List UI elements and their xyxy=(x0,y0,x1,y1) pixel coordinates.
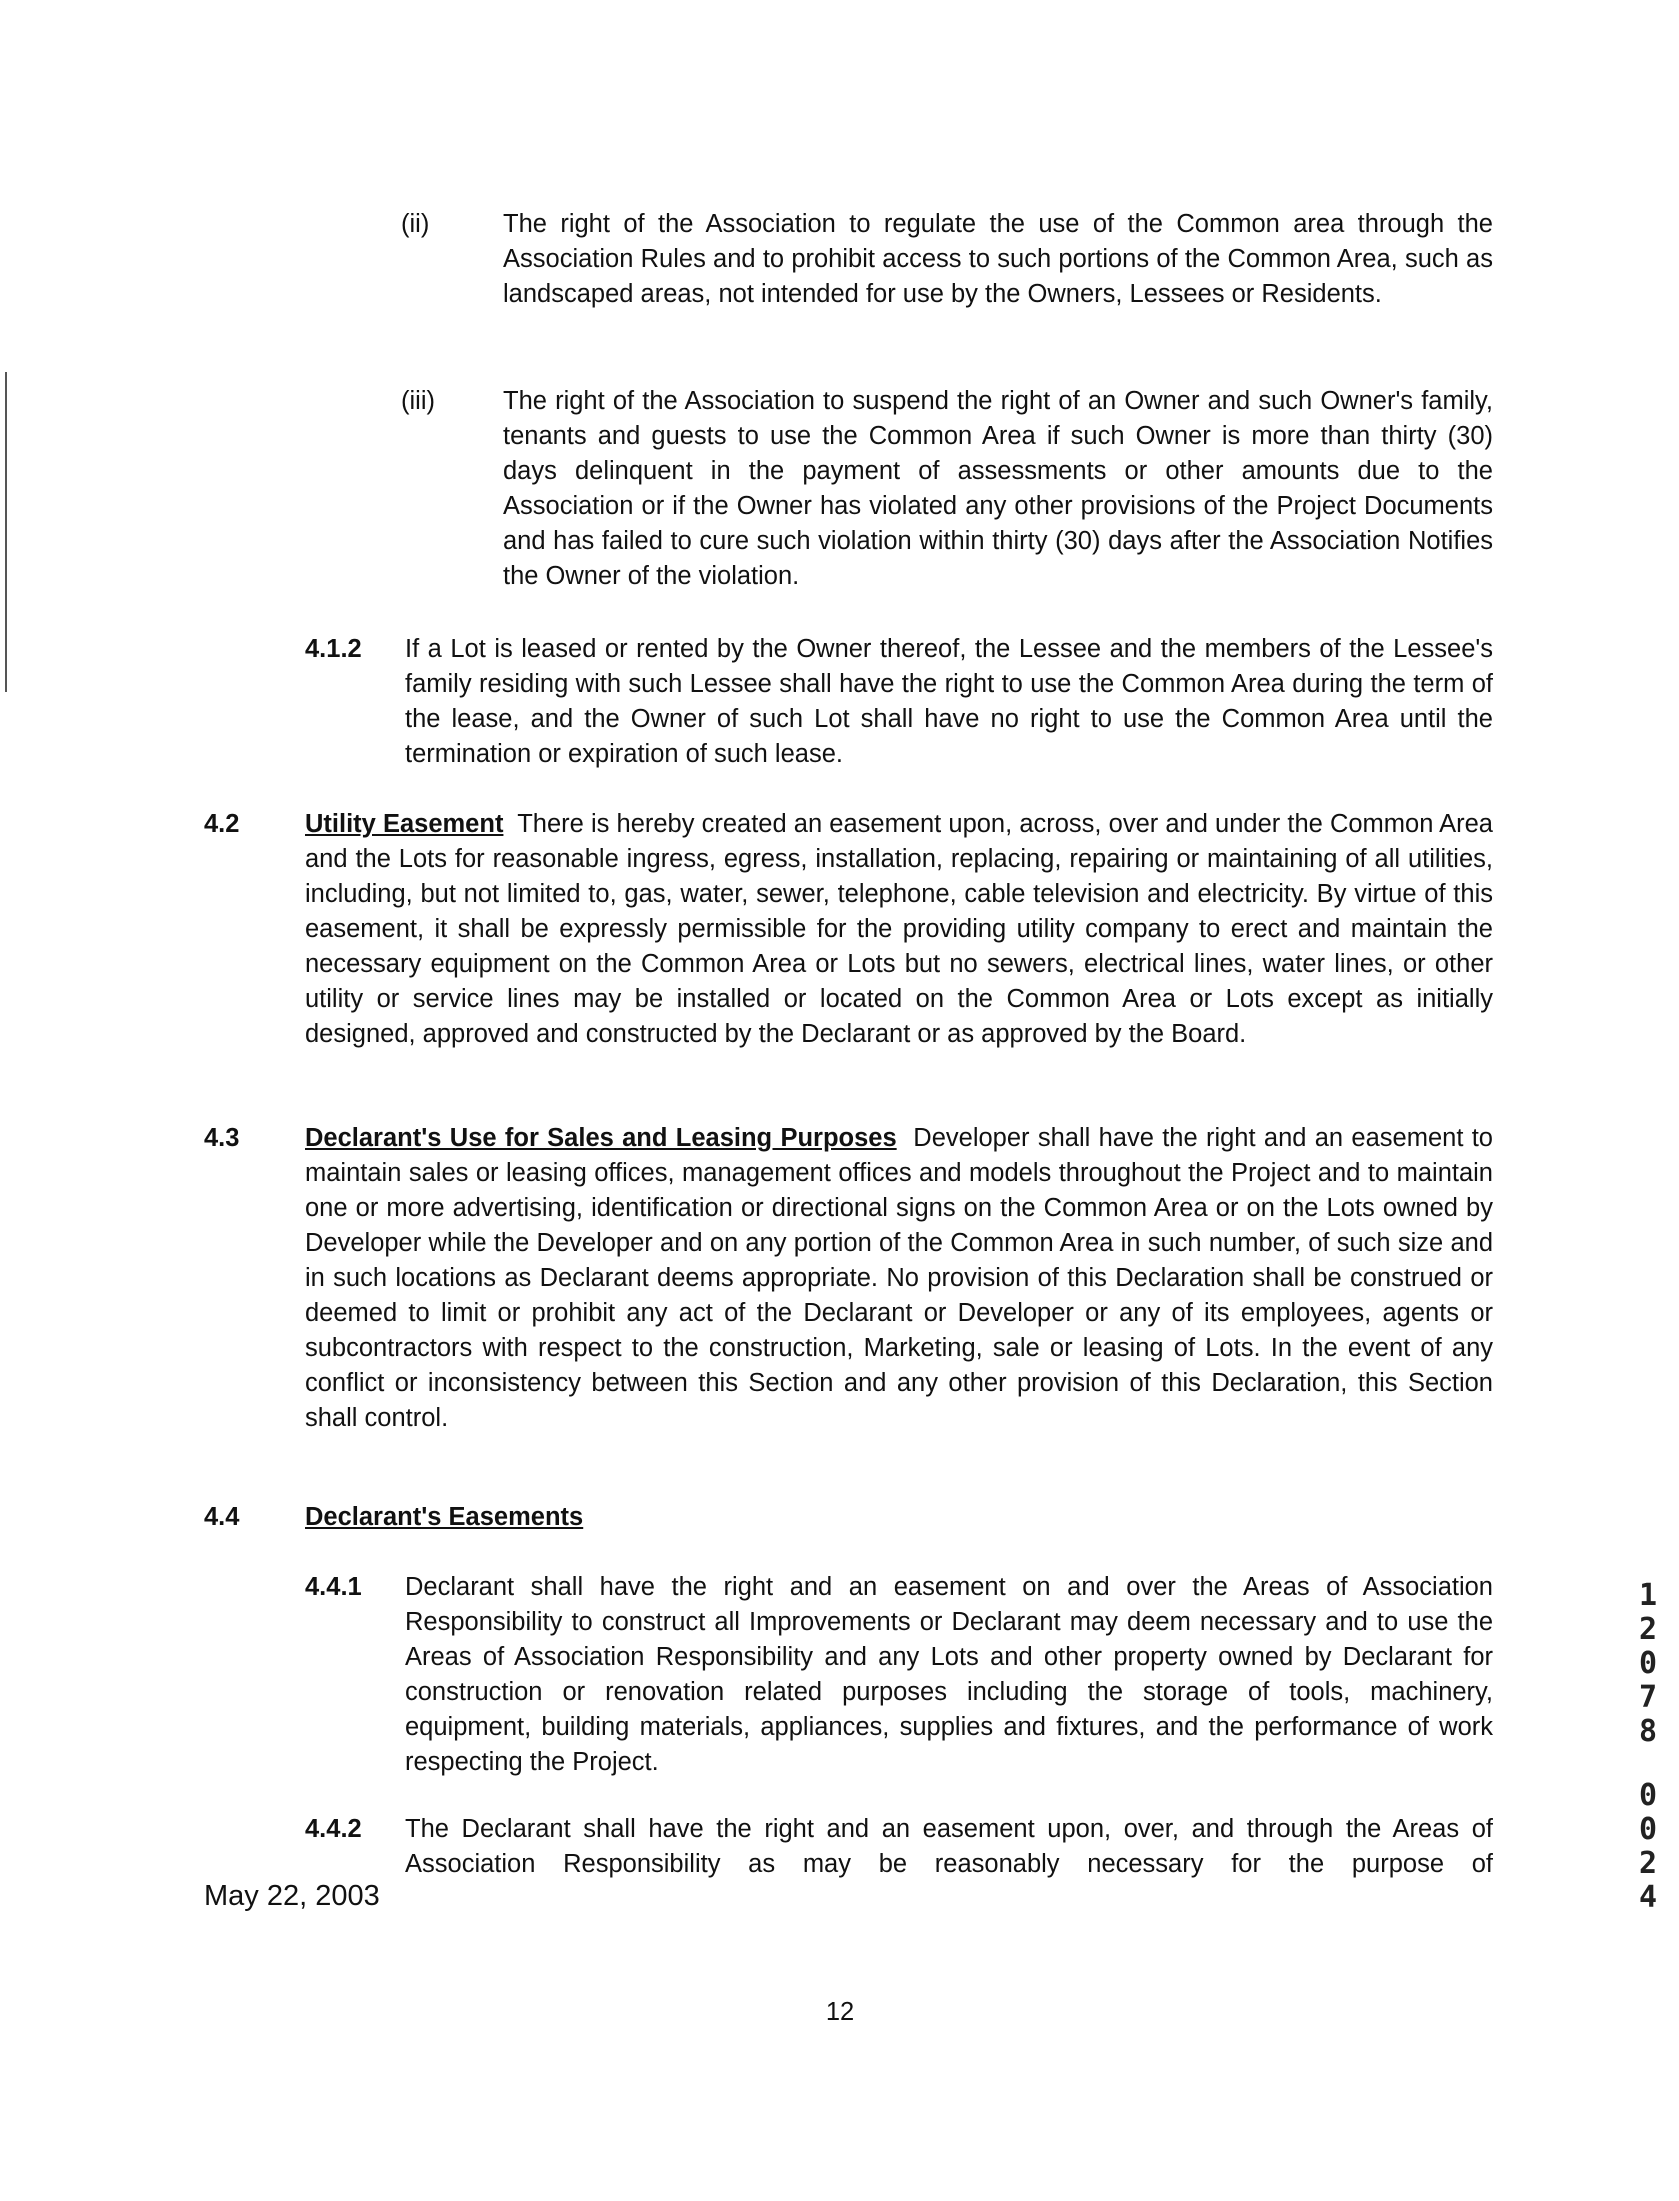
section-text: Declarant shall have the right and an easement on and over the Areas of Association Responsibility to construct all Improvements or Declarant may deem necessary and to use the Areas of Association Responsibility and any Lots and other property owned by Declarant for construction or renovation related purposes including the storage of tools, machinery, equipment, building materials, appliances, supplies and fixtures, and the performance of work respecting the Project. xyxy=(405,1573,1493,1776)
stamp-digit: 1 xyxy=(1638,1578,1658,1613)
section-number: 4.2 xyxy=(204,810,240,838)
section-heading: Declarant's Use for Sales and Leasing Purposes xyxy=(305,1124,897,1152)
section-number: 4.4.1 xyxy=(305,1573,362,1601)
section-number: 4.4.2 xyxy=(305,1815,362,1843)
stamp-digit: 8 xyxy=(1638,1714,1658,1749)
section-text: The Declarant shall have the right and an easement upon, over, and through the Areas of Association Responsibility as may be reasonably necessary for the purpose of xyxy=(405,1815,1493,1878)
stamp-digit: 0 xyxy=(1638,1646,1658,1681)
footer-date: May 22, 2003 xyxy=(204,1880,380,1912)
section-number: 4.1.2 xyxy=(305,635,362,663)
revision-bar xyxy=(5,372,7,692)
section-heading: Declarant's Easements xyxy=(305,1503,584,1531)
item-text: The right of the Association to suspend the right of an Owner and such Owner's family, tenants and guests to use the Common Area if such Owner is more than thirty (30) days delinquent in the payment of assessments or other amounts due to the Association or if the Owner has violated any other provisions of the Project Documents and has failed to cure such violation within thirty (30) days after the Association Notifies the Owner of the violation. xyxy=(503,387,1493,590)
section-paragraph xyxy=(305,807,1493,1052)
section-text: If a Lot is leased or rented by the Owner thereof, the Lessee and the members of the Lessee's family residing with such Lessee shall have the right to use the Common Area during the term of the lease, and the Owner of such Lot shall have no right to use the Common Area until the termination or expiration of such lease. xyxy=(405,635,1493,768)
item-label: (ii) xyxy=(401,210,430,238)
section-text: There is hereby created an easement upon, across, over and under the Common Area and the Lots for reasonable ingress, egress, installation, replacing, repairing or maintaining of all utilities, including, but not limited to, gas, water, sewer, telephone, cable television and electricity. By virtue of this easement, it shall be expressly permissible for the providing utility company to erect and maintain the necessary equipment on the Common Area or Lots but no sewers, electrical lines, water lines, or other utility or service lines may be installed or located on the Common Area or Lots except as initially designed, approved and constructed by the Declarant or as approved by the Board. xyxy=(305,810,1493,1048)
stamp-digit: 2 xyxy=(1638,1846,1658,1881)
item-label: (iii) xyxy=(401,387,435,415)
section-paragraph xyxy=(305,1121,1493,1436)
section-number: 4.3 xyxy=(204,1124,240,1152)
section-text: Developer shall have the right and an easement to maintain sales or leasing offices, management offices and models throughout the Project and to maintain one or more advertising, identification or directional signs on the Common Area or on the Lots owned by Developer while the Developer and on any portion of the Common Area in such number, of such size and in such locations as Declarant deems appropriate. No provision of this Declaration shall be construed or deemed to limit or prohibit any act of the Declarant or Developer or any of its employees, agents or subcontractors with respect to the construction, Marketing, sale or leasing of Lots. In the event of any conflict or inconsistency between this Section and any other provision of this Declaration, this Section shall control. xyxy=(305,1124,1493,1432)
stamp-digit: 0 xyxy=(1638,1778,1658,1813)
stamp-digit: 7 xyxy=(1638,1680,1658,1715)
page-number: 12 xyxy=(825,1998,855,2026)
stamp-digit: 0 xyxy=(1638,1812,1658,1847)
stamp-digit: 4 xyxy=(1638,1880,1658,1915)
section-heading: Utility Easement xyxy=(305,810,504,838)
item-text: The right of the Association to regulate the use of the Common area through the Association Rules and to prohibit access to such portions of the Common Area, such as landscaped areas, not intended for use by the Owners, Lessees or Residents. xyxy=(503,210,1493,308)
section-number: 4.4 xyxy=(204,1503,240,1531)
stamp-digit: 2 xyxy=(1638,1612,1658,1647)
